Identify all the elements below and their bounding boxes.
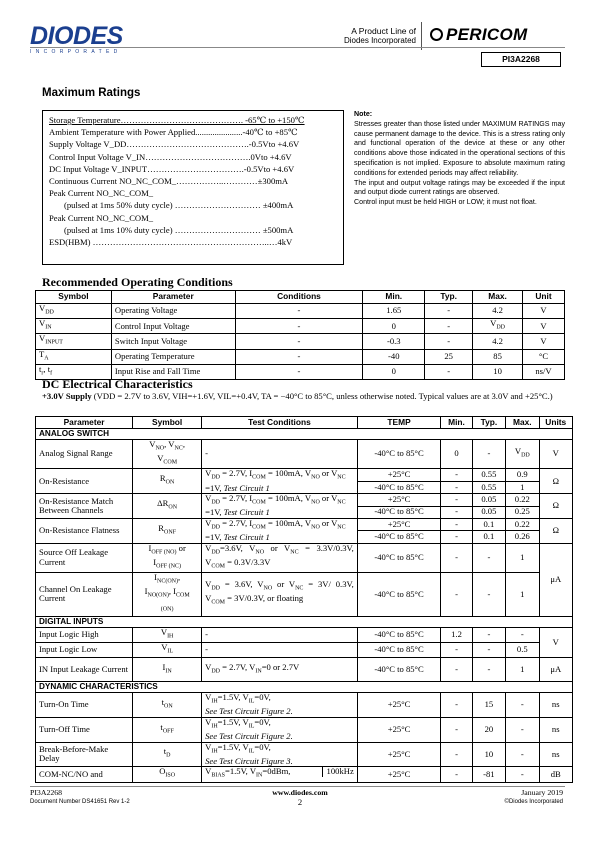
mr-cont-current: Continuous Current NO_NC_COM_……………..…………±300mA (49, 176, 289, 187)
footer-url[interactable]: www.diodes.com (272, 788, 328, 797)
pericom-icon (430, 28, 443, 41)
table-row: IN Input Leakage Current $I_{IN}$ $V_{DD} = 2.7V$, $V_{IN}=0$ or 2.7V -40°C to 85°C - - 1 μA (36, 658, 573, 682)
pericom-logo: PERICOM (430, 25, 527, 45)
mr-storage: Storage Temperature……………………………………. -65℃ to +150℃ (49, 115, 305, 125)
mr-dc-input: DC Input Voltage V_INPUT…………………………….-0.5Vto +4.6V (49, 163, 295, 174)
section-digital: DIGITAL INPUTS (36, 616, 573, 627)
footer-docnum: Document Number DS41651 Rev 1-2 (30, 799, 130, 805)
table-row: $T_A$ Operating Temperature - -40 25 85 °C (36, 349, 565, 364)
mr-peak2: Peak Current NO_NC_COM_ (49, 212, 154, 223)
table-row: COM-NC/NO and $O_{ISO}$ $V_{BIAS}=1.5V$, $V_{IN}=0dBm$, 100kHz +25°C - -81 - dB (36, 767, 573, 782)
table-row: Channel On Leakage Current $I_{NC(ON)}$, $I_{NO(ON)}$, $I_{COM}$ $_{(ON)}$ $V_{DD} = 3.6V$, $V_{NO}$ or $V_{NC} = 3V/$ 0.3V, $V_{COM} = 3V/0.3V$, or floating -40°C to 85°C - - 1 (36, 573, 573, 617)
table-row: Turn-Off Time $t_{OFF}$ $V_{IH}=1.5V$, $V_{IL}=0V$, See Test Circuit Figure 2. +25°C - 20 - ns (36, 717, 573, 742)
table-row: -40°C to 85°C - 0.1 0.26 (36, 531, 573, 543)
mr-control: Control Input Voltage V_IN……………………………….0Vto +4.6V (49, 151, 292, 162)
header-separator (421, 22, 422, 50)
table-row: Source Off Leakage Current $I_{OFF (NO)}$ or $I_{OFF (NC)}$ $V_{DD}=3.6V$, $V_{NO}$ or $V_{NC} = 3.3V/0.3V$, $V_{COM} = 0.3V/3.3V$ -40°C to 85°C - - 1 μA (36, 543, 573, 572)
mr-peak2-cond: (pulsed at 1ms 10% duty cycle) ………………………… ±500mA (64, 224, 294, 235)
table-row: Input Logic Low $V_{IL}$ - -40°C to 85°C - - 0.5 (36, 642, 573, 657)
footer-copyright: ©Diodes Incorporated (504, 799, 563, 805)
max-ratings-title: Maximum Ratings (42, 87, 141, 99)
roc-table (35, 290, 565, 380)
table-row: Turn-On Time $t_{ON}$ $V_{IH}=1.5V$, $V_{IL}=0V$, See Test Circuit Figure 2. +25°C - 15 - ns (36, 693, 573, 718)
mr-ambient: Ambient Temperature with Power Applied......................-40℃ to +85℃ (49, 127, 298, 138)
section-dynamic: DYNAMIC CHARACTERISTICS (36, 682, 573, 693)
mr-esd: ESD(HBM) ……………………………………………………..…4kV (49, 237, 293, 248)
section-analog: ANALOG SWITCH (36, 429, 573, 440)
table-row: On-Resistance Flatness $R_{ONF}$ $V_{DD} = 2.7V$, $I_{COM} = 100mA$, $V_{NO}$ or $V_{NC} =1V$, Test Circuit 1 +25°C - 0.1 0.22 Ω (36, 518, 573, 530)
mr-supply: Supply Voltage V_DD…………………………………….-0.5Vto +4.6V (49, 139, 300, 150)
table-row: -40°C to 85°C - 0.55 1 (36, 481, 573, 493)
roc-header-row: Symbol Parameter Conditions Min. Typ. Max. Unit (36, 291, 565, 304)
logo-sub: INCORPORATED (30, 49, 122, 55)
logo-text: DIODES (30, 22, 123, 50)
table-row: -40°C to 85°C - 0.05 0.25 (36, 506, 573, 518)
footer-part: PI3A2268 (30, 788, 63, 797)
dc-header-row: Parameter Symbol Test Conditions TEMP Min. Typ. Max. Units (36, 417, 573, 429)
footer-date: January 2019 (521, 788, 563, 797)
part-number-box: PI3A2268 (481, 52, 561, 67)
header-rule (30, 47, 565, 48)
table-row: Break-Before-Make Delay $t_D$ $V_{IH}=1.5V$, $V_{IL}=0V$, See Test Circuit Figure 3. +25°C - 10 - ns (36, 742, 573, 767)
note-p2: The input and output voltage ratings may be exceeded if the input and output diode current ratings are observed. (354, 178, 565, 197)
note: Note: Stresses greater than those listed under MAXIMUM RATINGS may cause permanent damage to the device. This is a stress rating only and functional operation of the device at these or any other conditions above those indicated in the operational sections of this specification is not implied. Exposure to absolute maximum rating conditions for extended periods may affect reliability. The input and output voltage ratings may be exceeded if the input and output diode current ratings are observed. Control input must be held HIGH or LOW; it must not float. (354, 110, 565, 207)
table-row: $V_{DD}$ Operating Voltage - 1.65 - 4.2 V (36, 304, 565, 319)
table-row: On-Resistance Match Between Channels $\Delta R_{ON}$ $V_{DD} = 2.7V$, $I_{COM} = 100mA$, $V_{NO}$ or $V_{NC} =1V$, Test Circuit 1 +25°C - 0.05 0.22 Ω (36, 494, 573, 506)
footer-rule (30, 786, 565, 787)
table-row: Analog Signal Range $V_{NO}$, $V_{NC}$, $V_{COM}$ - -40°C to 85°C 0 - $V_{DD}$ V (36, 440, 573, 469)
note-p1: Stresses greater than those listed under MAXIMUM RATINGS may cause permanent damage to the device. This is a stress rating only and functional operation of the device at these or any other conditions above those indicated in the operational sections of this specification is not implied. Exposure to absolute maximum rating conditions for extended periods may affect reliability. (354, 119, 565, 177)
footer-page: 2 (297, 797, 303, 807)
mr-peak1: Peak Current NO_NC_COM_ (49, 188, 154, 199)
max-ratings-box (42, 110, 344, 265)
diodes-logo (30, 24, 152, 55)
table-row: $V_{INPUT}$ Switch Input Voltage - -0.3 - 4.2 V (36, 334, 565, 349)
table-row: Input Logic High $V_{IH}$ - -40°C to 85°C 1.2 - - V (36, 627, 573, 642)
note-p3: Control input must be held HIGH or LOW; it must not float. (354, 198, 537, 207)
table-row: $V_{IN}$ Control Input Voltage - 0 - $V_{DD}$ V (36, 319, 565, 334)
product-line: A Product Line of Diodes Incorporated (343, 26, 416, 45)
dc-table (35, 416, 573, 783)
dc-title: DC Electrical Characteristics (42, 377, 193, 391)
mr-peak1-cond: (pulsed at 1ms 50% duty cycle) ………………………… ±400mA (64, 200, 294, 211)
table-row: $t_r$, $t_f$ Input Rise and Fall Time - 0 - 10 ns/V (36, 364, 565, 379)
roc-title: Recommended Operating Conditions (42, 275, 233, 289)
table-row: On-Resistance $R_{ON}$ $V_{DD} = 2.7V$, $I_{COM} = 100mA$, $V_{NO}$ or $V_{NC} =1V$, Test Circuit 1 +25°C - 0.55 0.9 Ω (36, 469, 573, 481)
dc-subtitle: +3.0V Supply (VDD = 2.7V to 3.6V, VIH=+1.6V, VIL=+0.4V, TA = −40°C to 85°C, unless otherwise noted. Typical values are at 3.0V and +25°C.) (42, 391, 553, 401)
